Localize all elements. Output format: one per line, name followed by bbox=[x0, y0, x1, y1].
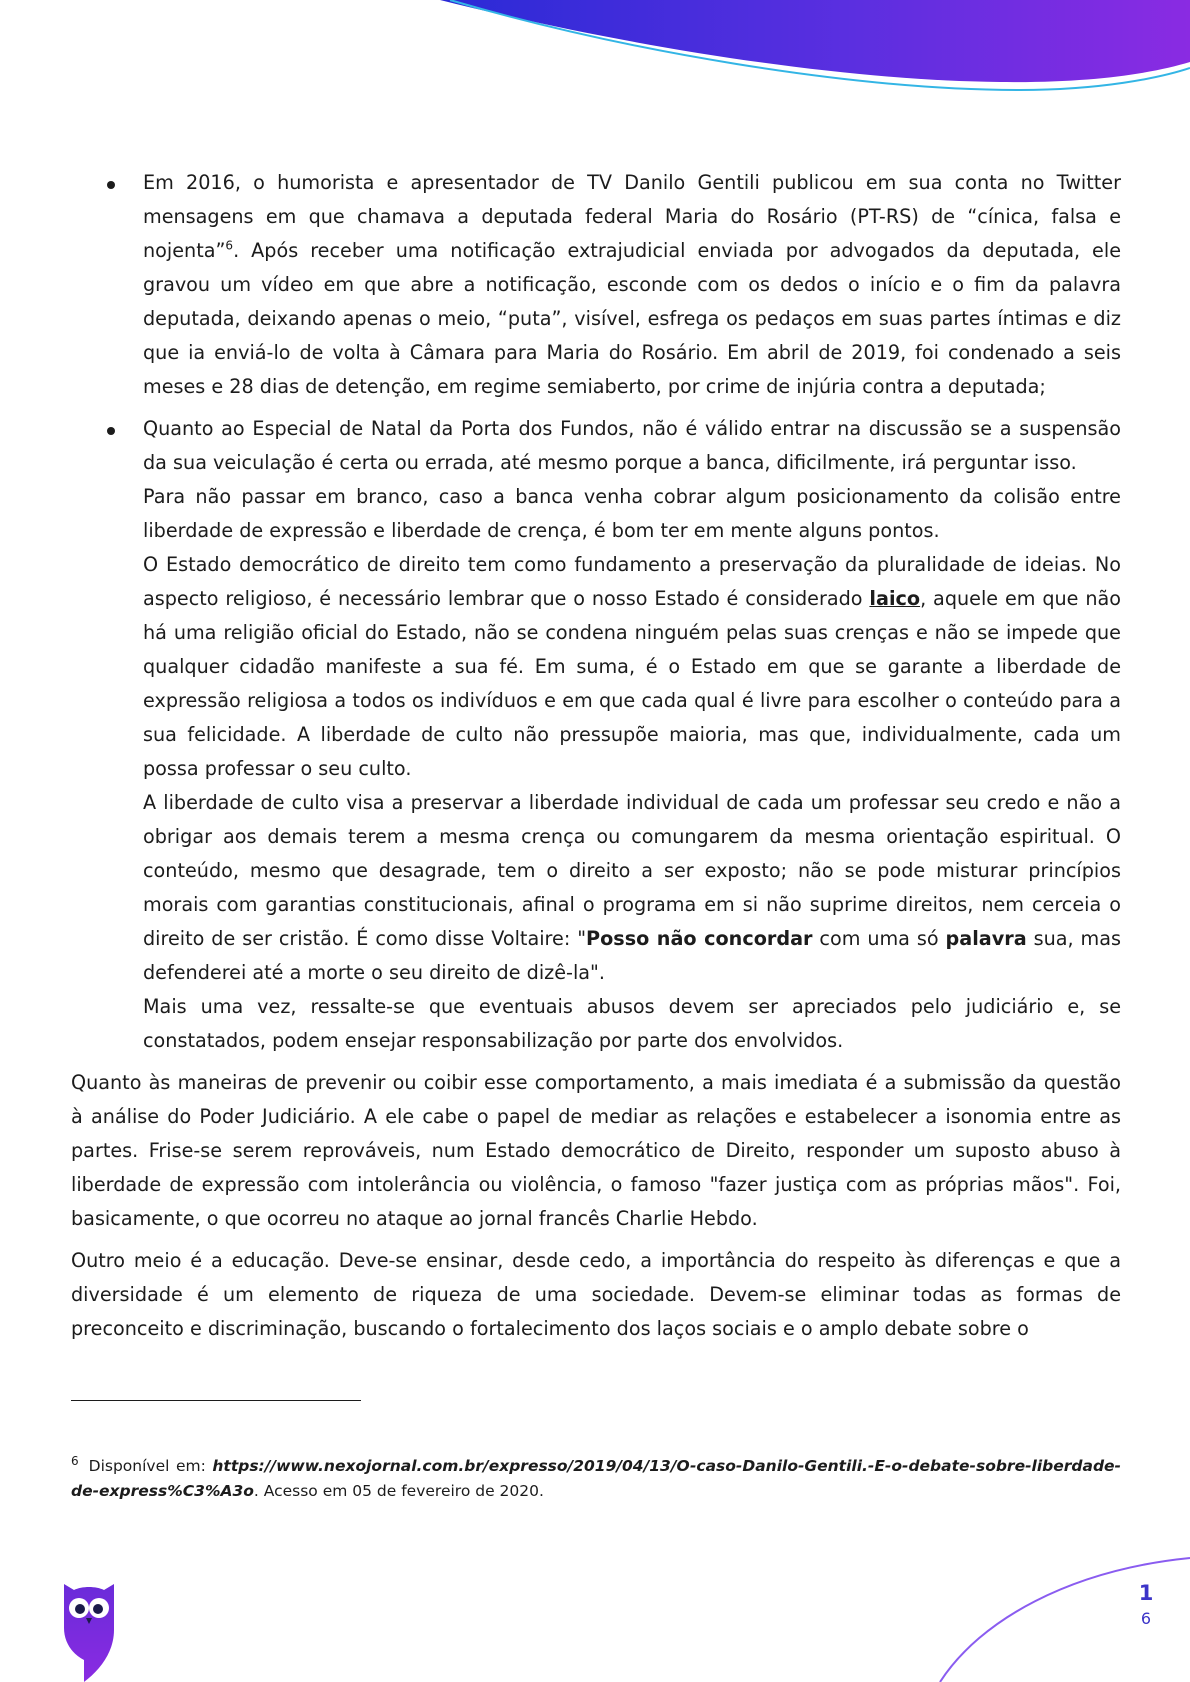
header-wave-decoration bbox=[0, 0, 1190, 110]
bullet-list bbox=[71, 166, 1121, 1058]
page-number-line2: 6 bbox=[1140, 1609, 1152, 1628]
footnote-reference[interactable]: 6 bbox=[225, 238, 234, 253]
owl-logo-icon bbox=[60, 1574, 118, 1682]
page-content bbox=[71, 166, 1121, 1354]
page-number-line1: 1 bbox=[1138, 1581, 1154, 1605]
bullet-paragraph: Em 2016, o humorista e apresentador de TV Danilo Gentili publicou em sua conta no Twitter mensagens em que chamava a deputada federal Maria do Rosário (PT-RS) de “cínica, falsa e nojenta”$^6$. Após receber uma notificação extrajudicial enviada por advogados da deputada, ele gravou um vídeo em que abre a notificação, esconde com os dedos o início e o fim da palavra deputada, deixando apenas o meio, “puta”, visível, esfrega os pedaços em suas partes íntimas e diz que ia enviá-lo de volta à Câmara para Maria do Rosário. Em abril de 2019, foi condenado a seis meses e 28 dias de detenção, em regime semiaberto, por crime de injúria contra a deputada; bbox=[143, 171, 1121, 398]
footnote-separator bbox=[71, 1400, 361, 1401]
bullet-paragraph: O Estado democrático de direito tem como fundamento a preservação da pluralidade de ideias. No aspecto religioso, é necessário lembrar que o nosso Estado é considerado laico, aquele em que não há uma religião oficial do Estado, não se condena ninguém pelas suas crenças e não se impede que qualquer cidadão manifeste a sua fé. Em suma, é o Estado em que se garante a liberdade de expressão religiosa a todos os indivíduos e em que cada qual é livre para escolher o conteúdo para a sua felicidade. A liberdade de culto não pressupõe maioria, mas que, individualmente, cada um possa professar o seu culto. bbox=[143, 553, 1121, 780]
footnote-prefix: Disponível em: bbox=[88, 1457, 213, 1475]
laico-emphasis: laico bbox=[869, 587, 921, 610]
page-number bbox=[1126, 1580, 1166, 1632]
bullet-paragraph: Para não passar em branco, caso a banca venha cobrar algum posicionamento da colisão entre liberdade de expressão e liberdade de crença, é bom ter em mente alguns pontos. bbox=[143, 485, 1121, 542]
body-paragraph: Quanto às maneiras de prevenir ou coibir esse comportamento, a mais imediata é a submissão da questão à análise do Poder Judiciário. A ele cabe o papel de mediar as relações e estabelecer a isonomia entre as partes. Frise-se serem reprováveis, num Estado democrático de Direito, responder um suposto abuso à liberdade de expressão com intolerância ou violência, o famoso "fazer justiça com as próprias mãos". Foi, basicamente, o que ocorreu no ataque ao jornal francês Charlie Hebdo. bbox=[71, 1071, 1121, 1230]
list-item bbox=[71, 412, 1121, 1058]
footnote-number: 6 bbox=[71, 1453, 79, 1468]
bullet-paragraph: Quanto ao Especial de Natal da Porta dos Fundos, não é válido entrar na discussão se a suspensão da sua veiculação é certa ou errada, até mesmo porque a banca, dificilmente, irá perguntar isso. bbox=[143, 417, 1121, 474]
quote-emphasis: palavra bbox=[945, 927, 1027, 950]
quote-emphasis: Posso não concordar bbox=[586, 927, 813, 950]
list-item bbox=[71, 166, 1121, 404]
body-paragraph: Outro meio é a educação. Deve-se ensinar, desde cedo, a importância do respeito às diferenças e que a diversidade é um elemento de riqueza de uma sociedade. Devem-se eliminar todas as formas de preconceito e discriminação, buscando o fortalecimento dos laços sociais e o amplo debate sobre o bbox=[71, 1249, 1121, 1340]
footnote-link[interactable]: https://www.nexojornal.com.br/expresso/2019/04/13/O-caso-Danilo-Gentili.-E-o-debate-sobre-liberdade-de-express%C3%A3o bbox=[71, 1457, 1121, 1500]
bullet-paragraph: Mais uma vez, ressalte-se que eventuais abusos devem ser apreciados pelo judiciário e, se constatados, podem ensejar responsabilização por parte dos envolvidos. bbox=[143, 995, 1121, 1052]
footnote bbox=[71, 1454, 1121, 1504]
bullet-icon bbox=[107, 181, 115, 189]
bullet-icon bbox=[107, 427, 115, 435]
bullet-paragraph: A liberdade de culto visa a preservar a liberdade individual de cada um professar seu credo e não a obrigar aos demais terem a mesma crença ou comungarem da mesma orientação espiritual. O conteúdo, mesmo que desagrade, tem o direito a ser exposto; não se pode misturar princípios morais com garantias constitucionais, afinal o programa em si não suprime direitos, nem cerceia o direito de ser cristão. É como disse Voltaire: "Posso não concordar com uma só palavra sua, mas defenderei até a morte o seu direito de dizê-la". bbox=[143, 791, 1121, 984]
footnote-suffix: . Acesso em 05 de fevereiro de 2020. bbox=[253, 1482, 544, 1500]
